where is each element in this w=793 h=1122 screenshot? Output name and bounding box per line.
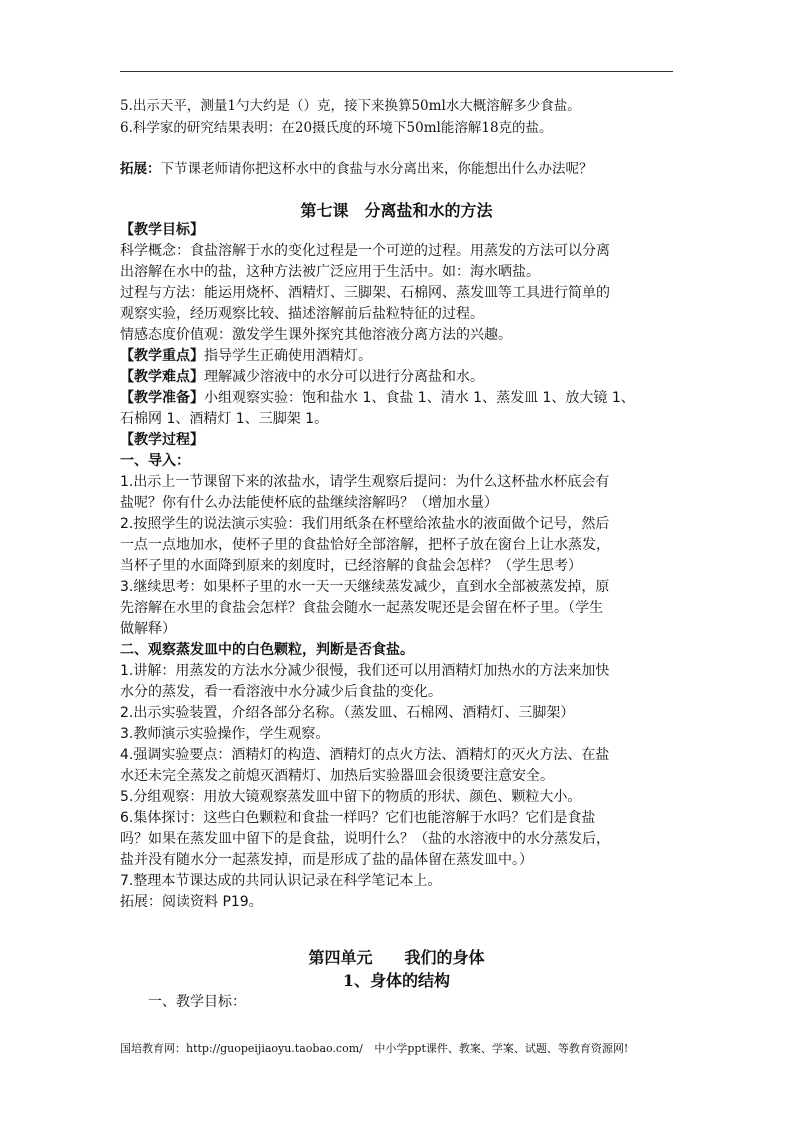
- key-text: 指导学生正确使用酒精灯。: [204, 348, 372, 364]
- footer: [120, 1040, 636, 1056]
- text-line: 5.出示天平，测量1勺大约是（）克，接下来换算50ml水大概溶解多少食盐。: [120, 98, 581, 114]
- text-line: 3.继续思考：如果杯子里的水一天一天继续蒸发减少，直到水全部被蒸发掉，原: [120, 579, 610, 595]
- preparation: [120, 388, 680, 409]
- footer-slogan: 中小学ppt课件、教案、学案、试题、等教育资源网!: [374, 1042, 629, 1055]
- difficult-text: 理解减少溶液中的水分可以进行分离盐和水。: [204, 369, 484, 385]
- section-heading: 【教学重点】: [120, 348, 204, 364]
- text-line: 盐并没有随水分一起蒸发掉，而是形成了盐的晶体留在蒸发皿中。）: [120, 852, 533, 868]
- section-heading: 【教学过程】: [120, 432, 204, 448]
- text-line: 水分的蒸发，看一看溶液中水分减少后食盐的变化。: [120, 684, 442, 700]
- footer-site: 国培教育网：http://guopeijiaoyu.taobao.com/: [120, 1042, 363, 1055]
- text-line: 1.出示上一节课留下来的浓盐水，请学生观察后提问：为什么这杯盐水杯底会有: [120, 474, 610, 490]
- text-line: 3.教师演示实验操作，学生观察。: [120, 726, 330, 742]
- unit-subtitle: 1、身体的结构: [342, 971, 451, 990]
- text-line: 出溶解在水中的盐，这种方法被广泛应用于生活中。如：海水晒盐。: [120, 264, 540, 280]
- text-line: 吗？如果在蒸发皿中留下的是食盐，说明什么？（盐的水溶液中的水分蒸发后，: [120, 831, 610, 847]
- text-line: 盐呢？你有什么办法能使杯底的盐继续溶解吗？（增加水量）: [120, 495, 498, 511]
- text-line: 5.分组观察：用放大镜观察蒸发皿中留下的物质的形状、颜色、颗粒大小。: [120, 789, 582, 805]
- section-heading: 【教学目标】: [120, 222, 204, 238]
- section-heading: 一、导入：: [120, 453, 190, 469]
- text-line: 过程与方法：能运用烧杯、酒精灯、三脚架、石棉网、蒸发皿等工具进行简单的: [120, 285, 610, 301]
- extension-text: 下节课老师请你把这杯水中的食盐与水分离出来，你能想出什么办法呢？: [160, 161, 593, 177]
- text-line: 观察实验，经历观察比较、描述溶解前后盐粒特征的过程。: [120, 306, 484, 322]
- difficult-point: [120, 367, 680, 388]
- text-line: 7.整理本节课达成的共同认识记录在科学笔记本上。: [120, 873, 442, 889]
- text-line: 科学概念：食盐溶解于水的变化过程是一个可逆的过程。用蒸发的方法可以分离: [120, 243, 610, 259]
- text-line: 先溶解在水里的食盐会怎样？食盐会随水一起蒸发呢还是会留在杯子里。（学生: [120, 600, 603, 616]
- key-point: [120, 346, 680, 367]
- unit-title: 第四单元 我们的身体: [308, 948, 485, 967]
- text-line: 一点一点地加水，使杯子里的食盐恰好全部溶解，把杯子放在窗台上让水蒸发，: [120, 537, 610, 553]
- extension-line: [120, 158, 680, 180]
- text-line: 水还未完全蒸发之前熄灭酒精灯、加热后实验器皿会很烫要注意安全。: [120, 768, 554, 784]
- text-line: 4.强调实验要点：酒精灯的构造、酒精灯的点火方法、酒精灯的灭火方法、在盐: [120, 747, 610, 763]
- text-line: 情感态度价值观：激发学生课外探究其他溶液分离方法的兴趣。: [120, 327, 512, 343]
- text-line: 6.科学家的研究结果表明：在20摄氏度的环境下50ml能溶解18克的盐。: [120, 120, 553, 136]
- text-line: 石棉网 1、酒精灯 1、三脚架 1。: [120, 411, 329, 427]
- text-line: 拓展：阅读资料 P19。: [120, 894, 263, 910]
- text-line: 2.按照学生的说法演示实验：我们用纸条在杯壁给浓盐水的液面做个记号，然后: [120, 516, 610, 532]
- text-line: 1.讲解：用蒸发的方法水分减少很慢，我们还可以用酒精灯加热水的方法来加快: [120, 663, 610, 679]
- section-heading: 【教学难点】: [120, 369, 204, 385]
- text-line: 2.出示实验装置，介绍各部分名称。（蒸发皿、石棉网、酒精灯、三脚架）: [120, 705, 575, 721]
- extension-label: 拓展：: [120, 161, 161, 177]
- lesson-title: 第七课 分离盐和水的方法: [300, 201, 493, 220]
- text-line: 当杯子里的水面降到原来的刻度时，已经溶解的食盐会怎样？（学生思考）: [120, 558, 582, 574]
- prep-text: 小组观察实验：饱和盐水 1、食盐 1、清水 1、蒸发皿 1、放大镜 1、: [204, 390, 635, 406]
- text-line: 6.集体探讨：这些白色颗粒和食盐一样吗？它们也能溶解于水吗？它们是食盐: [120, 810, 596, 826]
- text-line: 一、教学目标：: [148, 994, 246, 1010]
- section-heading: 二、观察蒸发皿中的白色颗粒，判断是否食盐。: [120, 642, 414, 658]
- header-rule: [120, 71, 673, 72]
- section-heading: 【教学准备】: [120, 390, 204, 406]
- text-line: 做解释）: [120, 621, 176, 637]
